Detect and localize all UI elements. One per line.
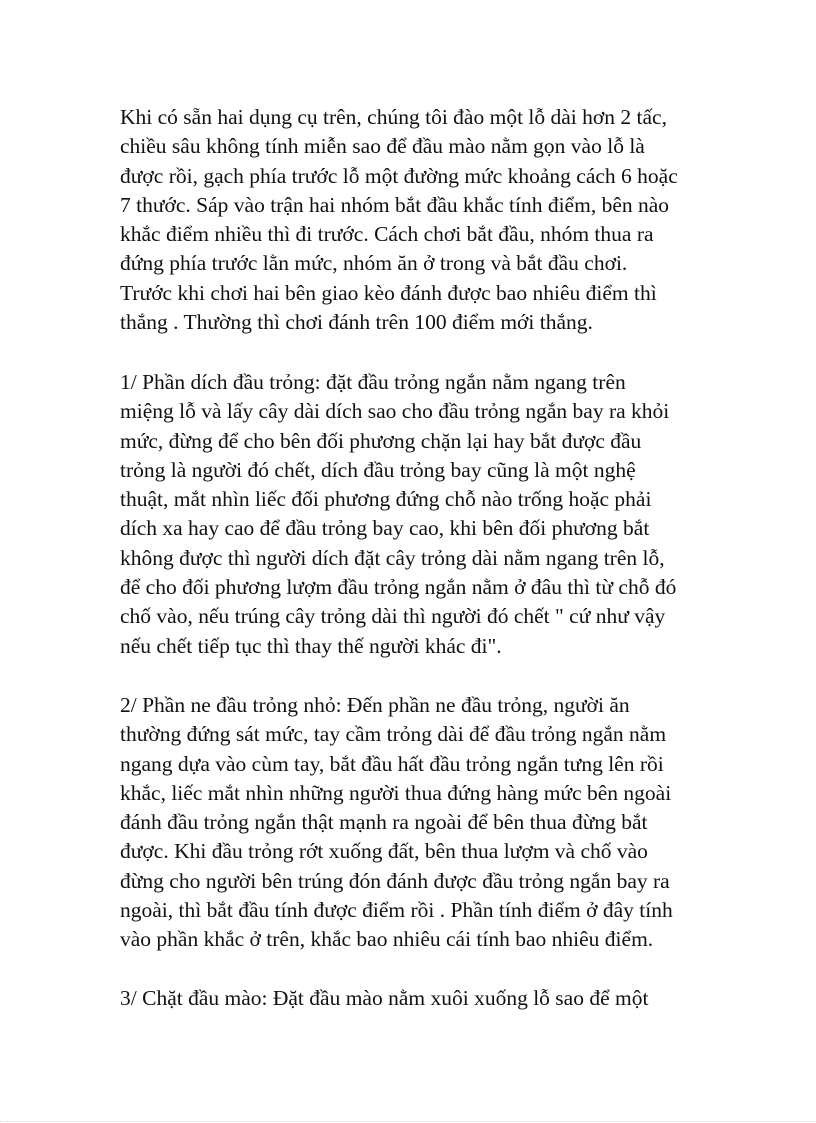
page-bottom-border bbox=[0, 1121, 816, 1122]
text-line: đứng phía trước lằn mức, nhóm ăn ở trong và bắt đầu chơi. bbox=[120, 251, 628, 276]
text-line: ngoài, thì bắt đầu tính được điểm rồi . Phần tính điểm ở đây tính bbox=[120, 898, 673, 923]
text-line: thuật, mắt nhìn liếc đối phương đứng chỗ nào trống hoặc phải bbox=[120, 487, 652, 512]
text-line: 2/ Phần ne đầu trỏng nhỏ: Đến phần ne đầu trỏng, người ăn bbox=[120, 693, 630, 717]
text-line: thắng . Thường thì chơi đánh trên 100 điểm mới thắng. bbox=[120, 310, 593, 335]
text-line: ngang dựa vào cùm tay, bắt đầu hất đầu trỏng ngắn tưng lên rồi bbox=[120, 751, 664, 776]
text-line: đánh đầu trỏng ngắn thật mạnh ra ngoài để bên thua đừng bắt bbox=[120, 810, 648, 835]
text-line: 1/ Phần dích đầu trỏng: đặt đầu trỏng ngắn nằm ngang trên bbox=[120, 370, 626, 394]
text-line: dích xa hay cao để đầu trỏng bay cao, khi bên đối phương bắt bbox=[120, 516, 650, 541]
text-line: để cho đối phương lượm đầu trỏng ngắn nằm ở đâu thì từ chỗ đó bbox=[120, 575, 677, 600]
text-line: chố vào, nếu trúng cây trỏng dài thì người đó chết " cứ như vậy bbox=[120, 604, 666, 629]
text-line: khắc điểm nhiều thì đi trước. Cách chơi bắt đầu, nhóm thua ra bbox=[120, 222, 654, 247]
text-line: Khi có sẵn hai dụng cụ trên, chúng tôi đào một lỗ dài hơn 2 tấc, bbox=[120, 105, 667, 129]
text-line: Trước khi chơi hai bên giao kèo đánh được bao nhiêu điểm thì bbox=[120, 280, 657, 305]
paragraph-section-2 bbox=[120, 691, 760, 955]
text-line: chiều sâu không tính miễn sao để đầu mào nằm gọn vào lỗ là bbox=[120, 134, 645, 159]
text-line: nếu chết tiếp tục thì thay thế người khác đi". bbox=[120, 633, 502, 658]
text-line: thường đứng sát mức, tay cầm trỏng dài để đầu trỏng ngắn nằm bbox=[120, 722, 667, 747]
text-line: được rồi, gạch phía trước lỗ một đường mức khoảng cách 6 hoặc bbox=[120, 163, 678, 188]
text-line: khắc, liếc mắt nhìn những người thua đứng hàng mức bên ngoài bbox=[120, 780, 672, 805]
text-line: mức, đừng để cho bên đối phương chặn lại hay bắt được đầu bbox=[120, 428, 642, 453]
text-line: 3/ Chặt đầu mào: Đặt đầu mào nằm xuôi xuống lỗ sao để một bbox=[120, 986, 649, 1010]
paragraph-intro bbox=[120, 103, 760, 337]
text-line: vào phần khắc ở trên, khắc bao nhiêu cái tính bao nhiêu điểm. bbox=[120, 927, 654, 952]
text-line: 7 thước. Sáp vào trận hai nhóm bắt đầu khắc tính điểm, bên nào bbox=[120, 192, 670, 217]
text-line: trỏng là người đó chết, dích đầu trỏng bay cũng là một nghệ bbox=[120, 457, 636, 482]
text-line: miệng lỗ và lấy cây dài dích sao cho đầu trỏng ngắn bay ra khỏi bbox=[120, 399, 670, 424]
paragraph-section-3 bbox=[120, 984, 760, 1013]
paragraph-section-1 bbox=[120, 368, 760, 661]
text-line: không được thì người dích đặt cây trỏng dài nằm ngang trên lỗ, bbox=[120, 545, 665, 570]
text-line: đừng cho người bên trúng đón đánh được đầu trỏng ngắn bay ra bbox=[120, 868, 670, 893]
text-line: được. Khi đầu trỏng rớt xuống đất, bên thua lượm và chố vào bbox=[120, 839, 648, 864]
